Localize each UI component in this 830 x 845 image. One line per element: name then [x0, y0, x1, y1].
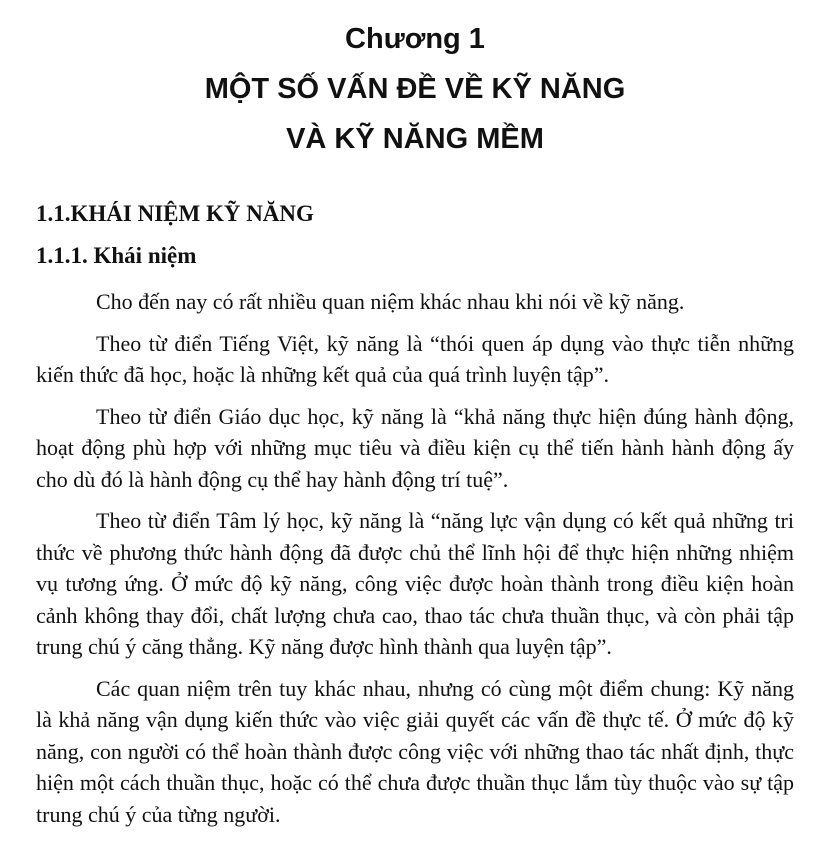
chapter-title-line-1: MỘT SỐ VẤN ĐỀ VỀ KỸ NĂNG [204, 73, 626, 105]
subsection-heading: 1.1.1. Khái niệm [36, 243, 197, 268]
paragraph: Theo từ điển Giáo dục học, kỹ năng là “khả năng thực hiện đúng hành động, hoạt động phù hợp với những mục tiêu và điều kiện cụ thể tiến hành hành động ấy cho dù đó là hành động cụ thể hay hành động trí tuệ”. [36, 403, 794, 492]
paragraph: Theo từ điển Tâm lý học, kỹ năng là “năng lực vận dụng có kết quả những tri thức về phương thức hành động đã được chủ thể lĩnh hội để thực hiện những nhiệm vụ tương ứng. Ở mức độ kỹ năng, công việc được hoàn thành trong điều kiện hoàn cảnh không thay đổi, chất lượng chưa cao, thao tác chưa thuần thục, và còn phải tập trung chú ý căng thẳng. Kỹ năng được hình thành qua luyện tập”. [36, 508, 794, 659]
paragraph: Theo từ điển Tiếng Việt, kỹ năng là “thói quen áp dụng vào thực tiễn những kiến thức đã học, hoặc là những kết quả của quá trình luyện tập”. [36, 330, 794, 387]
paragraph: Các quan niệm trên tuy khác nhau, nhưng có cùng một điểm chung: Kỹ năng là khả năng vận dụng kiến thức vào việc giải quyết các vấn đề thực tế. Ở mức độ kỹ năng, con người có thể hoàn thành được công việc với những thao tác nhất định, thực hiện một cách thuần thục, hoặc có thể chưa được thuần thục lắm tùy thuộc vào sự tập trung chú ý của từng người. [36, 675, 794, 827]
body-text [36, 286, 794, 840]
chapter-number: Chương 1 [345, 23, 485, 55]
section-heading: 1.1.KHÁI NIỆM KỸ NĂNG [36, 201, 314, 226]
chapter-title-line-2: VÀ KỸ NĂNG MỀM [286, 123, 544, 155]
chapter-header [0, 14, 830, 164]
paragraph: Cho đến nay có rất nhiều quan niệm khác nhau khi nói về kỹ năng. [96, 289, 685, 314]
